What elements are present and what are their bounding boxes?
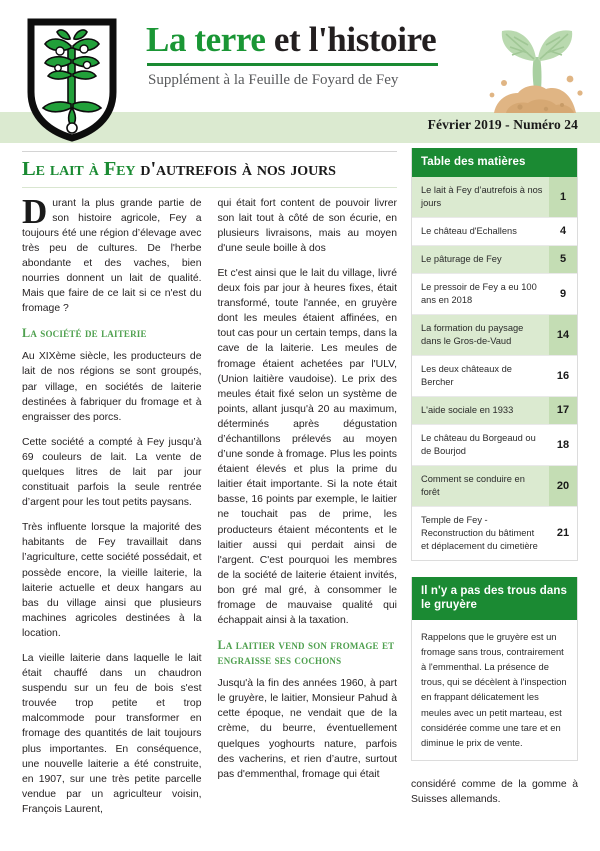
sidebar-runon-text: considéré comme de la gomme à Suisses allemands. [411, 779, 578, 806]
toc-entry-label: Le pressoir de Fey a eu 100 ans en 2018 [421, 281, 537, 305]
masthead-text-block [146, 22, 486, 89]
gruyere-box-text: Rappelons que le gruyère est un fromage sans trous, contrairement à l'emmenthal. La présence de trous, qui se décèlent à l'inspection en frappant délicatement les meules avec un petit marteau, est considérée comme une tare et en diminue le prix de vente. [421, 630, 567, 748]
toc-heading: Table des matières [412, 148, 577, 177]
toc-entry-page: 16 [549, 356, 577, 396]
article-title-green: Le lait à Fey [22, 158, 136, 180]
toc-row[interactable] [412, 315, 577, 356]
toc-entry-label: Les deux châteaux de Bercher [421, 363, 512, 387]
article-paragraph: Cette société a compté à Fey jusqu’à 69 couleurs de lait. La vente de quelques litres de lait par jour constituait parfois la seule rentrée d’argent pour les tout petits paysans. [22, 436, 202, 509]
tree-coat-of-arms-icon [27, 18, 117, 142]
article-paragraph: qui était fort content de pouvoir livrer son lait tout à côté de son écurie, en plusieurs livraisons, mais au moyen d'une seule boille à dos [217, 197, 397, 254]
masthead-subtitle: Supplément à la Feuille de Foyard de Fey [148, 71, 399, 88]
toc-entry-page: 1 [549, 177, 577, 217]
toc-entry-page: 20 [549, 466, 577, 506]
toc-entry-label: Le château d'Echallens [421, 225, 517, 236]
toc-row[interactable] [412, 177, 577, 218]
article-title-dark: d'autrefois à nos jours [135, 158, 336, 180]
toc-row[interactable] [412, 425, 577, 466]
paper-title-part1: La terre [146, 20, 266, 59]
article-paragraph: Et c'est ainsi que le lait du village, livré deux fois par jour à heures fixes, était transformé, toute l'année, en gruyère dont les meules étaient affinées, en tout cas pour un certain temps, dans la cave de la laiterie. Les meules de fromage étaient achetées par l'ULV, (Union laitière vaudoise). Le prix des meules était fixé selon un système de points, allant jusqu'à 20 au maximum, déterminés après dégustation d’échantillons prélevés au moyen d’une sonde à fromage. Plus les points étaient élevés et plus la prime du laitier était importante. Si la note était basse, 16 points par exemple, le laitier ne touchait pas de prime, les producteurs étaient mécontents et le laitier aussi qui perdait ainsi de l'argent. C'est pourquoi les membres de la société de laiterie étaient invités, bon gré mal gré, à consommer le fromage de mauvaise qualité qui échappait ainsi à la taxation. [217, 267, 397, 627]
toc-row[interactable] [412, 356, 577, 397]
gruyere-fact-box [411, 577, 578, 762]
article-subheading: La laitier vend son fromage et engraisse ses cochons [217, 638, 395, 668]
toc-entry-label: Comment se conduire en forêt [421, 473, 525, 497]
toc-row[interactable] [412, 274, 577, 315]
toc-row[interactable] [412, 246, 577, 274]
sidebar-column [411, 148, 578, 849]
article-paragraph: La vieille laiterie dans laquelle le lait était chauffé dans un chaudron suspendu sur un feu de bois s'est trouvée trop petite et trop malcommode pour transformer en fromage des quantités de lait toujours plus importantes. En conséquence, une nouvelle laiterie a été construite, en 1907, sur une très petite parcelle vendue par un agriculteur voisin, François Laurent, [22, 653, 202, 815]
toc-entry-label: La formation du paysage dans le Gros-de-Vaud [421, 322, 524, 346]
toc-row[interactable] [412, 507, 577, 560]
toc-entry-page: 4 [549, 218, 577, 245]
article-text-columns [22, 191, 397, 851]
toc-entry-label: Le château du Borgeaud ou de Bourjod [421, 432, 536, 456]
toc-row[interactable] [412, 397, 577, 425]
toc-entry-label: Le pâturage de Fey [421, 253, 502, 264]
article-top-rule [22, 151, 397, 152]
page-body [0, 148, 600, 849]
issue-date-number: Février 2019 - Numéro 24 [427, 117, 578, 132]
toc-row[interactable] [412, 466, 577, 507]
table-of-contents-box [411, 148, 578, 561]
article-column [22, 148, 397, 849]
article-paragraph: Jusqu'à la fin des années 1960, à part le gruyère, le laitier, Monsieur Pahud à cette époque, ne vendait que de la crème, du beurre, éventuellement quelques yoghourts nature, parfois des vacherins, et rien d’autre, surtout pas d'emmenthal, fromage qui était [217, 678, 397, 780]
toc-entry-page: 18 [549, 425, 577, 465]
article-lead-paragraph: Durant la plus grande partie de son histoire agricole, Fey a toujours été une région d’élevage avec très peu de cultures. De l'herbe abondante et des vaches, bien nourries donnent un lait de qualité. Mais que faire de ce lait si ce n'est du fromage ? [22, 191, 202, 315]
masthead-underline [147, 63, 438, 66]
article-paragraph: Au XIXème siècle, les producteurs de lait de nos régions se sont groupés, par village, en sociétés de laiterie destinées à fabriquer du fromage et à engraisser des porcs. [22, 351, 202, 423]
article-subheading: La société de laiterie [22, 326, 147, 341]
article-paragraph: Très influente lorsque la majorité des habitants de Fey travaillait dans l’agriculture, cette société possédait, et possède encore, la vieille laiterie, la laiterie actuelle et deux hangars au bas du village ainsi que plusieurs machines agricoles destinées à la location. [22, 522, 202, 639]
gruyere-box-body [412, 620, 577, 761]
page-title [146, 22, 486, 59]
masthead [0, 0, 600, 140]
sprout-in-soil-icon [480, 17, 592, 115]
toc-entry-page: 17 [549, 397, 577, 424]
article-title [22, 158, 397, 182]
article-title-underline [22, 187, 397, 188]
toc-entry-page: 9 [549, 274, 577, 314]
toc-entry-label: Temple de Fey - Reconstruction du bâtiment et déplacement du cimetière [421, 514, 538, 551]
toc-entry-page: 14 [549, 315, 577, 355]
toc-entry-page: 21 [549, 507, 577, 560]
toc-entry-label: L'aide sociale en 1933 [421, 404, 514, 415]
toc-entry-page: 5 [549, 246, 577, 273]
toc-list [412, 177, 577, 560]
toc-entry-label: Le lait à Fey d’autrefois à nos jours [421, 184, 543, 208]
gruyere-box-heading: Il n'y a pas des trous dans le gruyère [412, 577, 577, 620]
toc-row[interactable] [412, 218, 577, 246]
paper-title-part2: et l'histoire [265, 20, 437, 59]
